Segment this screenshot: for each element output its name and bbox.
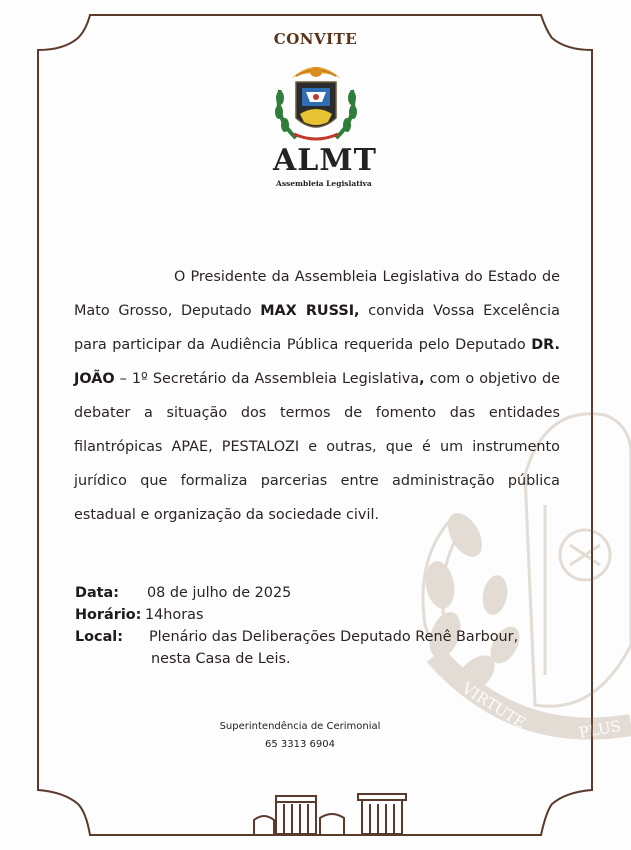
building-illustration	[240, 790, 415, 838]
requester-name: DR. JOÃO	[74, 337, 560, 387]
time-value: 14horas	[145, 607, 204, 623]
almt-acronym: ALMT	[273, 143, 377, 178]
paragraph-comma: ,	[419, 371, 425, 387]
paragraph-part-1: O Presidente da Assembleia Legislativa do Estado de Mato Grosso, Deputado	[74, 269, 560, 319]
paragraph-part-3: – 1º Secretário da Assembleia Legislativa	[114, 371, 420, 387]
paragraph-part-2: convida Vossa Excelência para participar da Audiência Pública requerida pelo Deputado	[74, 303, 560, 353]
footer-department: Superintendência de Cerimonial	[219, 721, 381, 732]
footer-contact	[180, 718, 420, 754]
place-line-2: nesta Casa de Leis.	[151, 651, 291, 667]
watermark-motto-left: VIRTUTE	[458, 679, 529, 733]
almt-crest-logo	[272, 60, 360, 144]
place-line-1: Plenário das Deliberações Deputado Renê Barbour,	[149, 629, 519, 645]
place-label: Local:	[75, 629, 123, 645]
time-label: Horário:	[75, 607, 142, 623]
paragraph-part-4: com o objetivo de debater a situação dos termos de fomento das entidades filantrópicas APAE, PESTALOZI e outras, que é um instrumento jurídico que formaliza parcerias entre administração pública estadual e organização da sociedade civil.	[74, 371, 561, 523]
page-title: CONVITE	[273, 30, 358, 48]
date-label: Data:	[75, 585, 120, 601]
invitation-paragraph	[74, 260, 560, 532]
date-value: 08 de julho de 2025	[147, 585, 292, 601]
president-name: MAX RUSSI,	[260, 303, 360, 319]
footer-phone: 65 3313 6904	[265, 739, 335, 750]
almt-subtitle: Assembleia Legislativa	[276, 179, 372, 188]
watermark-motto-right: PLUS	[577, 716, 623, 742]
